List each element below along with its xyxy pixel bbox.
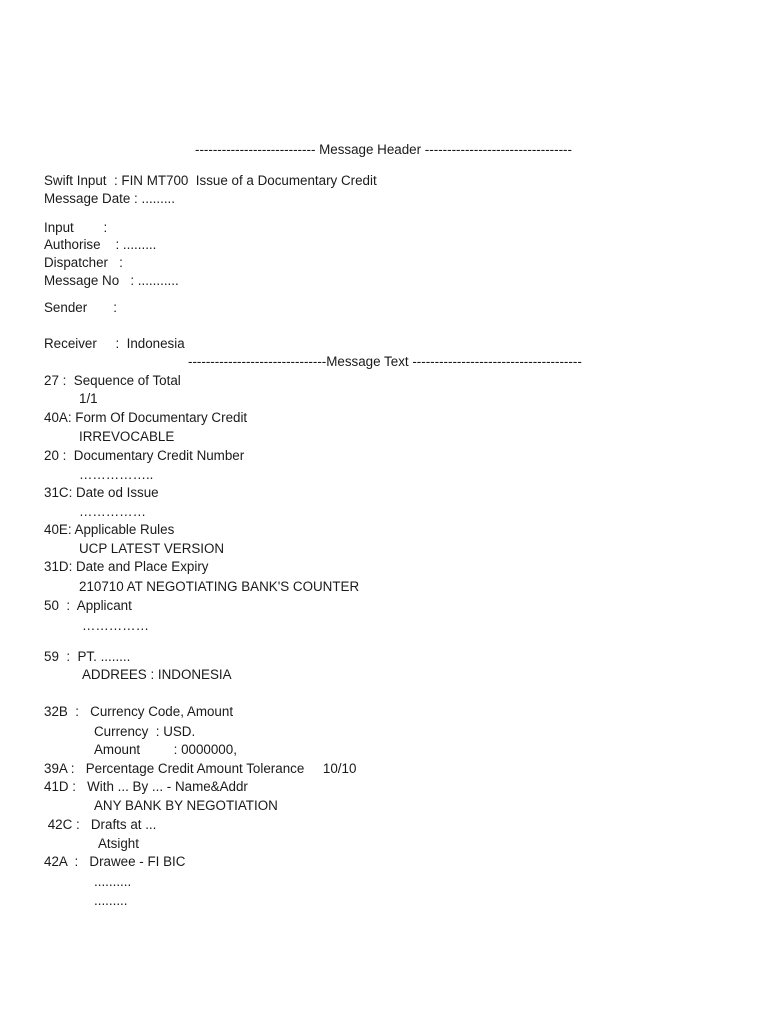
field-41d-label: 41D : With ... By ... - Name&Addr: [44, 779, 248, 794]
field-59-value: ADDREES : INDONESIA: [82, 667, 232, 682]
field-31c-label: 31C: Date od Issue: [44, 485, 159, 500]
field-41d-value: ANY BANK BY NEGOTIATION: [94, 798, 278, 813]
field-50-value: ……………: [82, 618, 149, 633]
input-line: Input :: [44, 220, 108, 235]
field-42c-label: 42C : Drafts at ...: [44, 817, 157, 832]
field-27-label: 27 : Sequence of Total: [44, 373, 181, 388]
field-40a-value: IRREVOCABLE: [79, 429, 175, 444]
field-20-value: ……………..: [79, 467, 154, 482]
field-40e-value: UCP LATEST VERSION: [79, 541, 225, 556]
field-32b-label: 32B : Currency Code, Amount: [44, 704, 234, 719]
field-20-label: 20 : Documentary Credit Number: [44, 448, 245, 463]
field-39a-label: 39A : Percentage Credit Amount Tolerance 10/10: [44, 761, 357, 776]
message-no-line: Message No : ...........: [44, 273, 179, 288]
swift-input-line: Swift Input : FIN MT700 Issue of a Documentary Credit: [44, 173, 377, 188]
field-59-label: 59 : PT. ........: [44, 649, 131, 664]
field-42a-value-2: .........: [94, 893, 128, 908]
field-42a-label: 42A : Drawee - FI BIC: [44, 854, 186, 869]
receiver-line: Receiver : Indonesia: [44, 336, 185, 351]
sender-line: Sender :: [44, 300, 117, 315]
field-31d-label: 31D: Date and Place Expiry: [44, 559, 209, 574]
field-42a-value-1: ..........: [94, 874, 132, 889]
field-50-label: 50 : Applicant: [44, 598, 132, 613]
dispatcher-line: Dispatcher :: [44, 255, 123, 270]
message-text-separator: -------------------------------Message Text --------------------------------------: [188, 354, 582, 369]
field-31d-value: 210710 AT NEGOTIATING BANK'S COUNTER: [79, 579, 360, 594]
field-32b-amount: Amount : 0000000,: [94, 742, 237, 757]
field-27-value: 1/1: [79, 391, 98, 406]
field-42c-value: Atsight: [98, 836, 139, 851]
field-40e-label: 40E: Applicable Rules: [44, 522, 175, 537]
field-32b-currency: Currency : USD.: [94, 724, 196, 739]
authorise-line: Authorise : .........: [44, 237, 157, 252]
message-date-line: Message Date : .........: [44, 191, 175, 206]
field-40a-label: 40A: Form Of Documentary Credit: [44, 410, 248, 425]
field-31c-value: ……………: [79, 504, 146, 519]
message-header-separator: --------------------------- Message Header ---------------------------------: [195, 142, 572, 157]
